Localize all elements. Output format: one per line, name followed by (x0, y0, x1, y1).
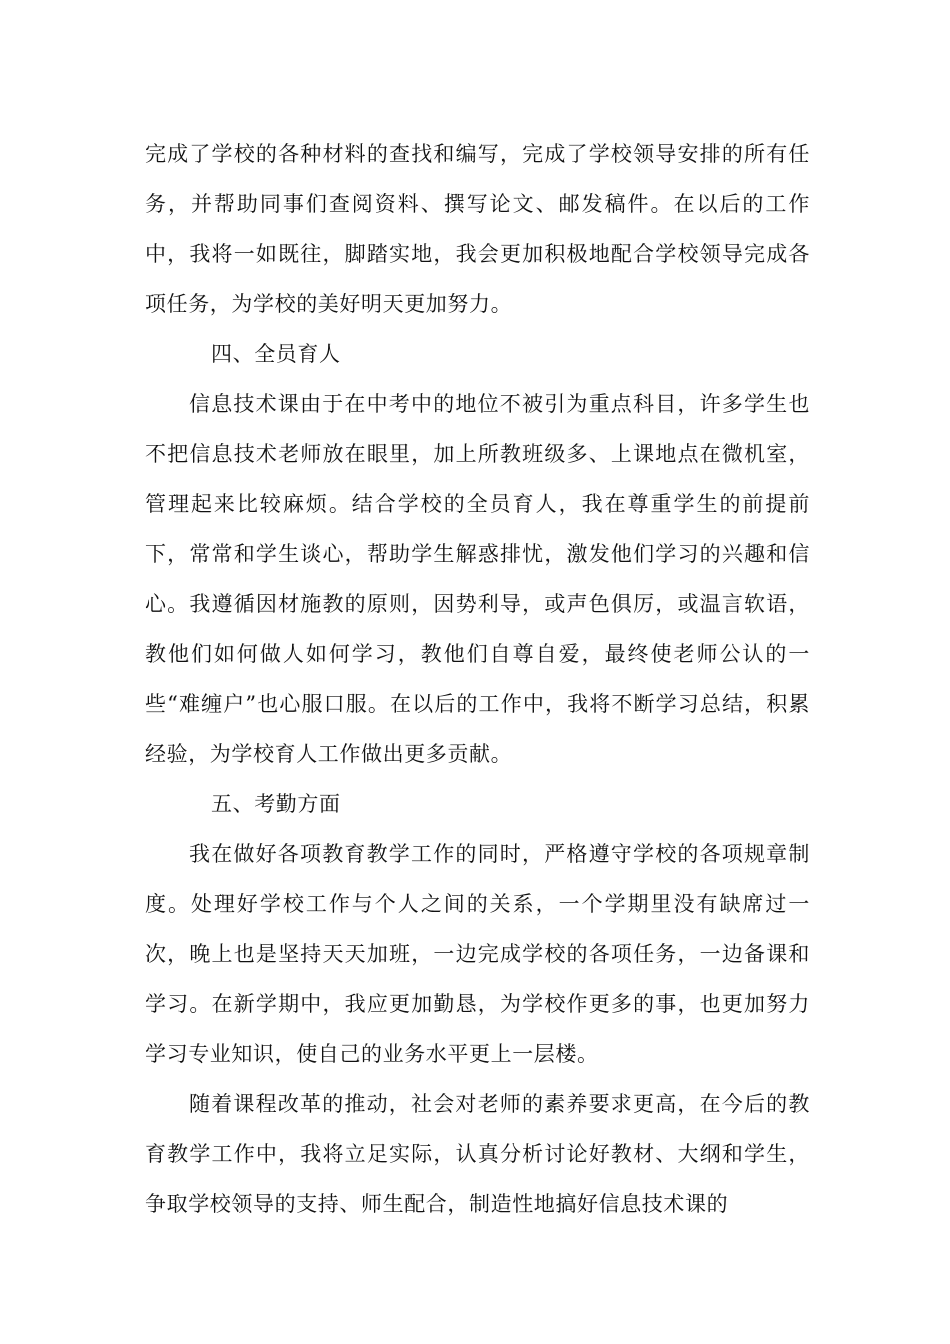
paragraph-continuation: 完成了学校的各种材料的查找和编写，完成了学校领导安排的所有任务，并帮助同事们查阅资料、撰写论文、邮发稿件。在以后的工作中，我将一如既往，脚踏实地，我会更加积极地配合学校领导完成各项任务，为学校的美好明天更加努力。 (145, 142, 810, 316)
paragraph-curriculum-reform: 随着课程改革的推动，社会对老师的素养要求更高，在今后的教育教学工作中，我将立足实际，认真分析讨论好教材、大纲和学生，争取学校领导的支持、师生配合，制造性地搞好信息技术课的 (145, 1092, 810, 1216)
section-heading-5: 五、考勤方面 (211, 792, 341, 816)
paragraph-whole-staff-education: 信息技术课由于在中考中的地位不被引为重点科目，许多学生也不把信息技术老师放在眼里，加上所教班级多、上课地点在微机室，管理起来比较麻烦。结合学校的全员育人，我在尊重学生的前提前下，常常和学生谈心，帮助学生解惑排忧，激发他们学习的兴趣和信心。我遵循因材施教的原则，因势利导，或声色俱厉，或温言软语，教他们如何做人如何学习，教他们自尊自爱，最终使老师公认的一些“难缠户”也心服口服。在以后的工作中，我将不断学习总结，积累经验，为学校育人工作做出更多贡献。 (145, 392, 810, 766)
section-heading-4: 四、全员育人 (211, 342, 341, 366)
paragraph-attendance: 我在做好各项教育教学工作的同时，严格遵守学校的各项规章制度。处理好学校工作与个人之间的关系，一个学期里没有缺席过一次，晚上也是坚持天天加班，一边完成学校的各项任务，一边备课和学习。在新学期中，我应更加勤恳，为学校作更多的事，也更加努力学习专业知识，使自己的业务水平更上一层楼。 (145, 842, 810, 1066)
document-body (145, 129, 810, 1229)
